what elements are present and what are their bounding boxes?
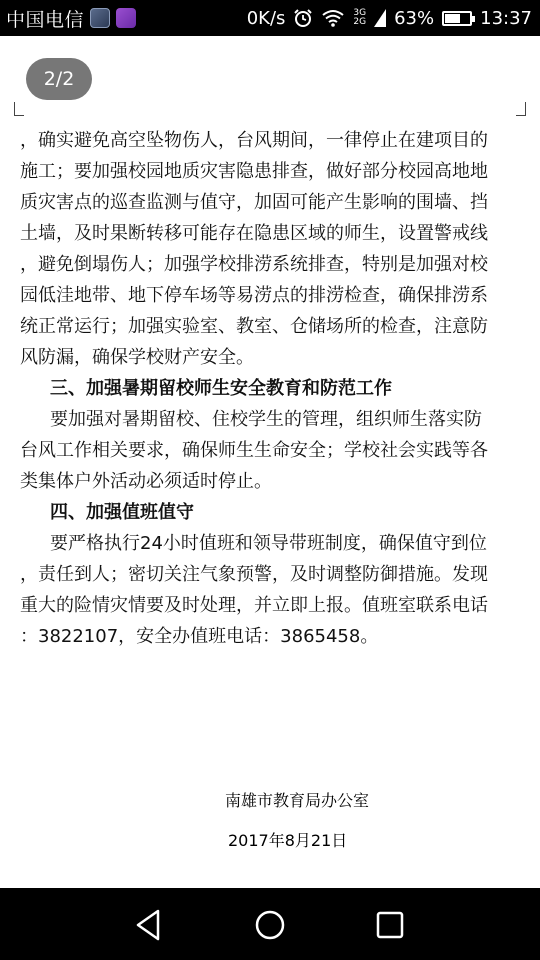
section-heading: 四、加强值班值守 — [50, 502, 194, 523]
app-notification-icon — [116, 8, 136, 28]
signal-bottom-label: 2G — [353, 17, 367, 27]
recent-square-icon[interactable] — [372, 908, 408, 942]
paragraph-line: 土墙，及时果断转移可能存在隐患区域的师生，设置警戒线 — [20, 223, 488, 244]
paragraph-line: ，责任到人；密切关注气象预警，及时调整防御措施。发现 — [20, 564, 488, 585]
signal-top-label: 3G — [353, 8, 367, 18]
paragraph-line: ，避免倒塌伤人；加强学校排涝系统排查，特别是加强对校 — [20, 254, 488, 275]
signature-date: 2017年8月21日 — [228, 831, 348, 850]
network-rate: 0K/s — [246, 7, 286, 29]
status-bar-right — [247, 0, 532, 36]
wifi-icon — [321, 9, 345, 27]
page-corner-mark-left — [14, 102, 24, 116]
status-bar — [0, 0, 540, 36]
page-corner-mark-right — [516, 102, 526, 116]
paragraph-line: 重大的险情灾情要及时处理，并立即上报。值班室联系电话 — [20, 595, 488, 616]
battery-percent: 63% — [394, 7, 435, 29]
navigation-bar — [0, 888, 540, 960]
paragraph-line: 统正常运行；加强实验室、教室、仓储场所的检查，注意防 — [20, 316, 488, 337]
document-body — [20, 125, 520, 652]
paragraph-line: 要加强对暑期留校、住校学生的管理，组织师生落实防 — [50, 409, 482, 430]
paragraph-line: ，确实避免高空坠物伤人，台风期间，一律停止在建项目的 — [20, 130, 488, 151]
signature-organization: 南雄市教育局办公室 — [225, 791, 370, 810]
paragraph-line: 要严格执行24小时值班和领导带班制度，确保值守到位 — [50, 533, 487, 554]
carrier-name: 中国电信 — [6, 8, 85, 31]
signal-strength — [353, 9, 366, 27]
cellular-signal-icon — [374, 9, 386, 27]
paragraph-line: 风防漏，确保学校财产安全。 — [20, 347, 254, 368]
paragraph-line: 施工；要加强校园地质灾害隐患排查，做好部分校园高地地 — [20, 161, 488, 182]
paragraph-line: 园低洼地带、地下停车场等易涝点的排涝检查，确保排涝系 — [20, 285, 488, 306]
battery-icon — [442, 11, 472, 26]
page-indicator: 2/2 — [26, 58, 92, 100]
section-heading: 三、加强暑期留校师生安全教育和防范工作 — [50, 378, 392, 399]
paragraph-line: 类集体户外活动必须适时停止。 — [20, 471, 272, 492]
home-circle-icon[interactable] — [252, 908, 288, 942]
clock: 13:37 — [480, 7, 532, 29]
battery-fill — [445, 14, 460, 23]
paragraph-line: ：3822107，安全办值班电话：3865458。 — [20, 626, 379, 647]
gallery-notification-icon — [90, 8, 110, 28]
paragraph-line: 质灾害点的巡查监测与值守，加固可能产生影响的围墙、挡 — [20, 192, 488, 213]
alarm-icon — [293, 8, 313, 28]
paragraph-line: 台风工作相关要求，确保师生生命安全；学校社会实践等各 — [20, 440, 488, 461]
status-bar-left — [6, 0, 136, 36]
back-triangle-icon[interactable] — [132, 908, 168, 942]
document-viewer[interactable] — [0, 36, 540, 888]
